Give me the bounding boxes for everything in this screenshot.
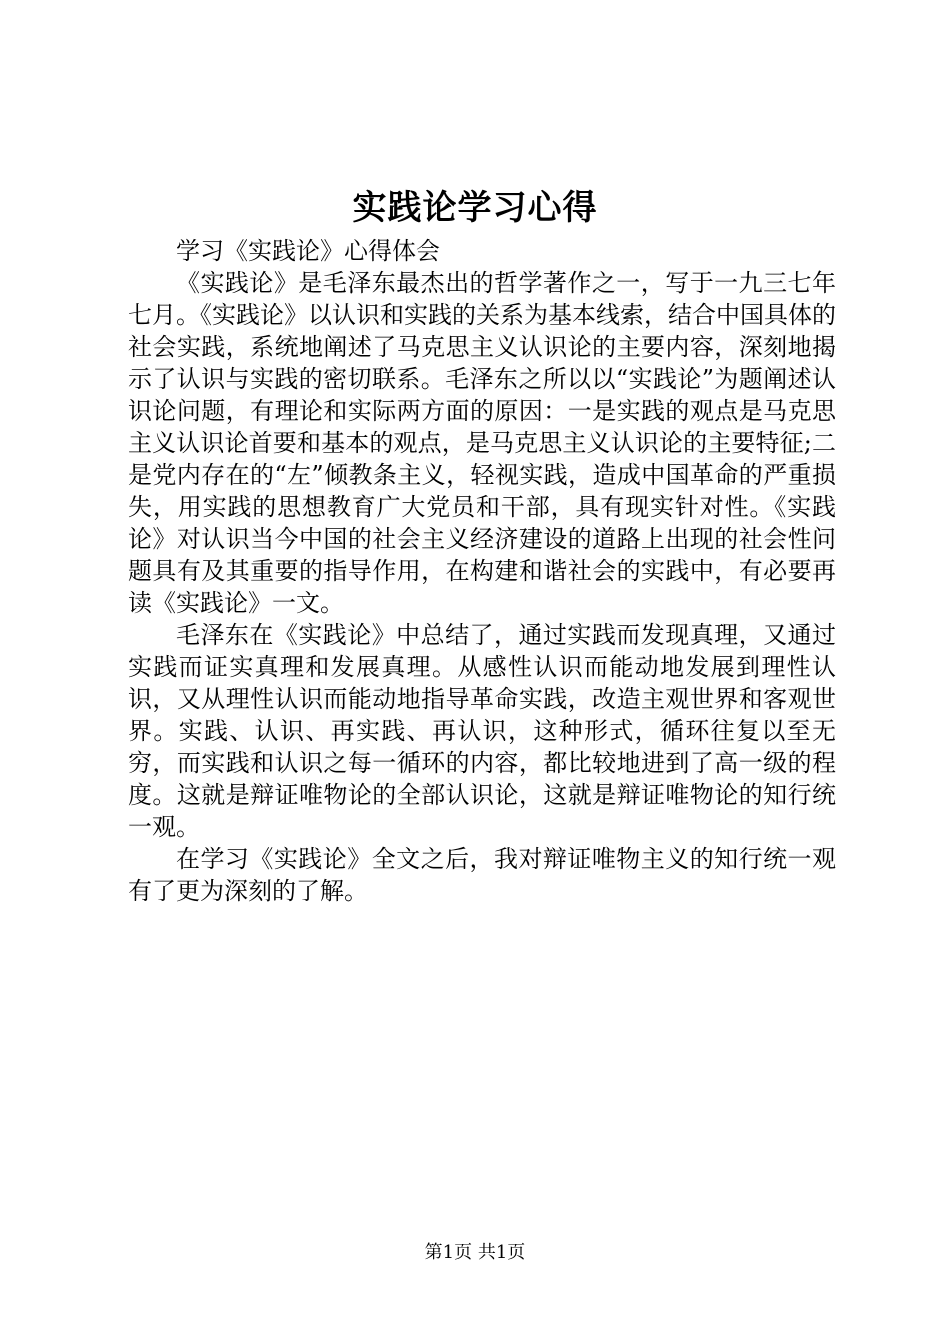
document-body [128,235,836,907]
body-paragraph-3: 在学习《实践论》全文之后，我对辩证唯物主义的知行统一观有了更为深刻的了解。 [128,845,836,905]
page-footer: 第1页 共1页 [424,1242,526,1263]
body-paragraph-1: 《实践论》是毛泽东最杰出的哲学著作之一，写于一九三七年七月。《实践论》以认识和实践的关系为基本线索，结合中国具体的社会实践，系统地阐述了马克思主义认识论的主要内容，深刻地揭示了认识与实践的密切联系。毛泽东之所以以“实践论”为题阐述认识论问题，有理论和实际两方面的原因：一是实践的观点是马克思主义认识论首要和基本的观点，是马克思主义认识论的主要特征;二是党内存在的“左”倾教条主义，轻视实践，造成中国革命的严重损失，用实践的思想教育广大党员和干部，具有现实针对性。《实践论》对认识当今中国的社会主义经济建设的道路上出现的社会性问题具有及其重要的指导作用，在构建和谐社会的实践中，有必要再读《实践论》一文。 [128,269,836,617]
body-paragraph-2: 毛泽东在《实践论》中总结了，通过实践而发现真理，又通过实践而证实真理和发展真理。从感性认识而能动地发展到理性认识，又从理性认识而能动地指导革命实践，改造主观世界和客观世界。实践、认识、再实践、再认识，这种形式，循环往复以至无穷，而实践和认识之每一循环的内容，都比较地进到了高一级的程度。这就是辩证唯物论的全部认识论，这就是辩证唯物论的知行统一观。 [128,621,836,841]
document-title: 实践论学习心得 [352,188,598,228]
subtitle-paragraph: 学习《实践论》心得体会 [176,237,440,265]
